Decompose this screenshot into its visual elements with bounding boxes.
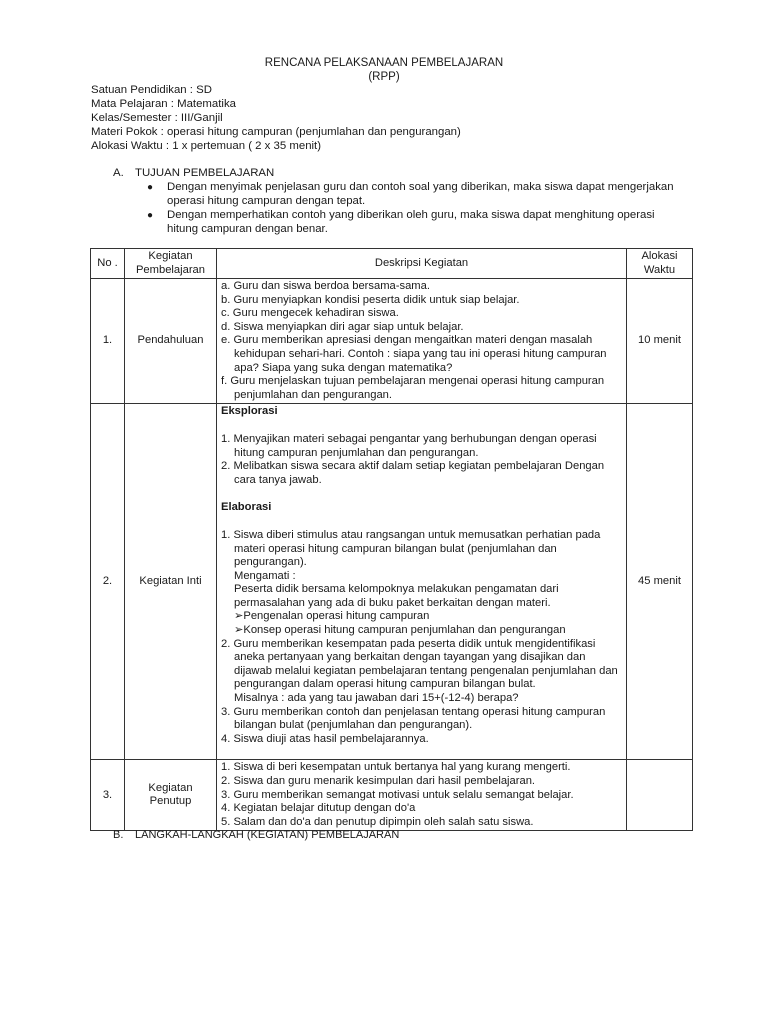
row-deskripsi bbox=[217, 760, 627, 831]
section-a-title: TUJUAN PEMBELAJARAN bbox=[135, 167, 275, 179]
arrow-item: ➢Konsep operasi hitung campuran penjumlahan dan pengurangan bbox=[234, 624, 566, 637]
identity-kelas: Kelas/Semester : III/Ganjil bbox=[91, 112, 223, 124]
header-alokasi: Alokasi Waktu bbox=[627, 249, 693, 279]
header-deskripsi: Deskripsi Kegiatan bbox=[217, 249, 627, 279]
desc-line: 3. Guru memberikan contoh dan penjelasan tentang operasi hitung campuran bilangan bulat (penjumlahan dan pengurangan). bbox=[221, 705, 606, 732]
elaborasi-title: Elaborasi bbox=[221, 501, 272, 514]
row-no: 3. bbox=[91, 760, 125, 831]
row-deskripsi bbox=[217, 279, 627, 404]
row-deskripsi bbox=[217, 404, 627, 760]
desc-line: 4. Kegiatan belajar ditutup dengan do'a bbox=[221, 802, 416, 815]
header-no: No . bbox=[91, 249, 125, 279]
activity-table bbox=[90, 248, 693, 831]
row-kegiatan: Kegiatan Inti bbox=[125, 404, 217, 760]
mengamati-label: Mengamati : bbox=[234, 569, 296, 582]
row-kegiatan: Pendahuluan bbox=[125, 279, 217, 404]
arrow-item: ➢Pengenalan operasi hitung campuran bbox=[234, 610, 430, 623]
row-alokasi: 45 menit bbox=[627, 404, 693, 760]
row-no: 1. bbox=[91, 279, 125, 404]
goal-text: Dengan memperhatikan contoh yang diberikan oleh guru, maka siswa dapat menghitung operasi hitung campuran dengan benar. bbox=[167, 209, 655, 235]
desc-line: e. Guru memberikan apresiasi dengan mengaitkan materi dengan masalah kehidupan sehari-hari. Contoh : siapa yang tau ini operasi hitung campuran apa? Siapa yang suka dengan matematika? bbox=[221, 334, 607, 374]
desc-line: 1. Menyajikan materi sebagai pengantar yang berhubungan dengan operasi hitung campuran penjumlahan dan pengurangan. bbox=[221, 432, 597, 459]
section-a-letter: A. bbox=[113, 167, 124, 179]
row-kegiatan: Kegiatan Penutup bbox=[125, 760, 217, 831]
section-b-letter: B. bbox=[113, 829, 124, 841]
desc-line: 4. Siswa diuji atas hasil pembelajarannya. bbox=[221, 732, 429, 745]
goal-text: Dengan menyimak penjelasan guru dan contoh soal yang diberikan, maka siswa dapat mengerjakan operasi hitung campuran dengan tepat. bbox=[167, 181, 674, 207]
identity-alokasi: Alokasi Waktu : 1 x pertemuan ( 2 x 35 menit) bbox=[91, 140, 322, 152]
desc-line: 2. Siswa dan guru menarik kesimpulan dari hasil pembelajaran. bbox=[221, 774, 536, 787]
misalnya-text: Misalnya : ada yang tau jawaban dari 15+(-12-4) berapa? bbox=[234, 692, 519, 705]
desc-line: 5. Salam dan do'a dan penutup dipimpin oleh salah satu siswa. bbox=[221, 815, 534, 828]
desc-line: d. Siswa menyiapkan diri agar siap untuk belajar. bbox=[221, 320, 464, 333]
row-alokasi bbox=[627, 760, 693, 831]
desc-line: 2. Guru memberikan kesempatan pada peserta didik untuk mengidentifikasi aneka pertanyaan yang berkaitan dengan tayangan yang disajikan dan dijawab melalui kegiatan pembelajaran tentang pengenalan penjumlahan dan pengurangan dalam operasi hitung campuran bilangan bulat. bbox=[221, 637, 618, 691]
section-b-title: LANGKAH-LANGKAH (KEGIATAN) PEMBELAJARAN bbox=[135, 829, 400, 841]
desc-line: 1. Siswa di beri kesempatan untuk bertanya hal yang kurang mengerti. bbox=[221, 761, 571, 774]
header-kegiatan: Kegiatan Pembelajaran bbox=[125, 249, 217, 279]
document-subtitle: (RPP) bbox=[368, 71, 400, 83]
goal-item bbox=[147, 181, 687, 208]
table-header-row bbox=[91, 249, 693, 279]
desc-line: c. Guru mengecek kehadiran siswa. bbox=[221, 307, 399, 320]
goals-list bbox=[147, 181, 687, 237]
table-row bbox=[91, 404, 693, 760]
table-row bbox=[91, 760, 693, 831]
bullet-icon: ● bbox=[147, 210, 154, 222]
desc-line: 3. Guru memberikan semangat motivasi untuk selalu semangat belajar. bbox=[221, 788, 574, 801]
bullet-icon: ● bbox=[147, 182, 154, 193]
desc-line: 1. Siswa diberi stimulus atau rangsangan untuk memusatkan perhatian pada materi operasi hitung campuran bilangan bulat (penjumlahan dan pengurangan). bbox=[221, 528, 601, 569]
identity-mapel: Mata Pelajaran : Matematika bbox=[91, 98, 236, 110]
section-a-heading bbox=[113, 167, 274, 181]
desc-line: a. Guru dan siswa berdoa bersama-sama. bbox=[221, 280, 430, 292]
desc-line: f. Guru menjelaskan tujuan pembelajaran mengenai operasi hitung campuran penjumlahan dan pengurangan. bbox=[221, 375, 605, 401]
identity-satuan: Satuan Pendidikan : SD bbox=[91, 84, 212, 96]
desc-line: 2. Melibatkan siswa secara aktif dalam setiap kegiatan pembelajaran Dengan cara tanya jawab. bbox=[221, 460, 605, 486]
eksplorasi-title: Eksplorasi bbox=[221, 405, 278, 418]
identity-materi: Materi Pokok : operasi hitung campuran (penjumlahan dan pengurangan) bbox=[91, 126, 461, 138]
document-title: RENCANA PELAKSANAAN PEMBELAJARAN bbox=[264, 57, 504, 69]
mengamati-text: Peserta didik bersama kelompoknya melakukan pengamatan dari permasalahan yang ada di buku paket berkaitan dengan materi. bbox=[234, 583, 559, 609]
desc-line: b. Guru menyiapkan kondisi peserta didik untuk siap belajar. bbox=[221, 293, 520, 306]
table-row bbox=[91, 279, 693, 404]
identity-block bbox=[91, 84, 461, 154]
row-alokasi: 10 menit bbox=[627, 279, 693, 404]
row-no: 2. bbox=[91, 404, 125, 760]
goal-item bbox=[147, 209, 687, 236]
section-b-heading bbox=[113, 829, 399, 843]
